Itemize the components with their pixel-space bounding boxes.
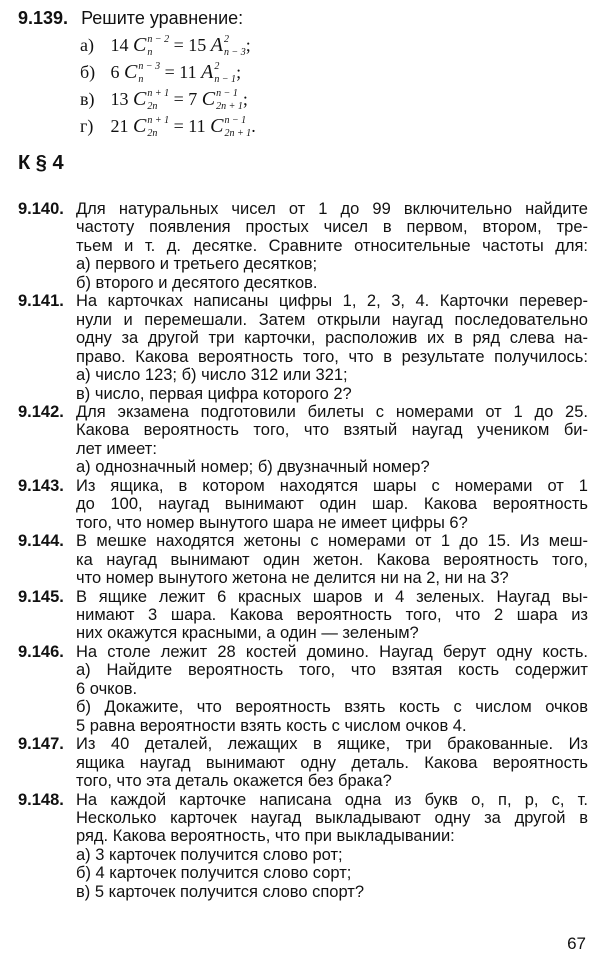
- text-line: 6 очков.: [76, 679, 138, 698]
- text-line: одну за другой три карточки, расположив их в ряд слева на-: [76, 329, 588, 348]
- text-line: нимают 3 шара. Какова вероятность того, что 2 шара из: [76, 605, 588, 624]
- superscript: n − 1: [224, 114, 247, 126]
- text-line: Из 40 деталей, лежащих в ящике, три бракованные. Из: [76, 735, 588, 754]
- text-line: в) 5 карточек получится слово спорт?: [76, 882, 365, 901]
- superscript: n − 1: [216, 87, 238, 99]
- problem-number: 9.142.: [18, 402, 64, 421]
- equation: в) 13 C n + 1 2n = 7 C n − 1 2n + 1 ;: [80, 87, 248, 112]
- problem-list: [18, 200, 588, 901]
- symbol: C: [133, 87, 147, 110]
- subscript: 2n: [147, 127, 158, 139]
- problem-number: 9.147.: [18, 735, 64, 754]
- problem-9-146: [18, 643, 588, 735]
- text-line: а) однозначный номер; б) двузначный номер?: [76, 458, 430, 477]
- equation-list: [80, 32, 256, 140]
- text-line: б) 4 карточек получится слово сорт;: [76, 864, 352, 883]
- problem-9-142: [18, 403, 588, 477]
- text-line: в) число, первая цифра которого 2?: [76, 384, 352, 403]
- equation: б) 6 C n − 3 n = 11 A 2 n − 1 ;: [80, 60, 242, 85]
- text-line: того, что номер вынутого шара не имеет цифры 6?: [76, 513, 468, 532]
- text-line: тьем и т. д. десятке. Сравните относительные частоты для:: [76, 236, 588, 255]
- subscript: 2n: [147, 100, 158, 112]
- symbol: C: [133, 114, 147, 137]
- text-line: до 100, наугад вынимают один шар. Какова вероятность: [76, 495, 588, 514]
- superscript: n − 2: [147, 33, 170, 45]
- coef: 11: [179, 61, 197, 82]
- superscript: n − 3: [138, 60, 161, 72]
- text-line: Для экзамена подготовили билеты с номерами от 1 до 25.: [76, 402, 588, 421]
- coef: 11: [188, 115, 206, 136]
- text-line: На столе лежит 28 костей домино. Наугад берут одну кость.: [76, 642, 588, 661]
- text-line: В ящике лежит 6 красных шаров и 4 зеленых. Наугад вы-: [76, 587, 588, 606]
- problem-9-141: [18, 292, 588, 403]
- superscript: n + 1: [147, 114, 170, 126]
- text-line: б) Докажите, что вероятность взять кость с числом очков: [76, 698, 588, 717]
- problem-9-145: [18, 588, 588, 643]
- section-heading: К § 4: [18, 152, 64, 174]
- equation-label: в): [80, 88, 95, 109]
- symbol: A: [210, 34, 223, 56]
- text-line: Какова вероятность того, что взятый наугад учеником би-: [76, 421, 588, 440]
- text-line: На каждой карточке написана одна из букв о, п, р, с, т.: [76, 790, 588, 809]
- subscript: 2n + 1: [224, 127, 252, 139]
- text-line: них окажутся красными, а один — зеленым?: [76, 624, 419, 643]
- text-line: а) первого и третьего десятков;: [76, 255, 318, 274]
- problem-9-139: [18, 8, 256, 140]
- problem-9-147: [18, 735, 588, 790]
- equation-label: б): [80, 61, 96, 82]
- text-line: б) второго и десятого десятков.: [76, 273, 318, 292]
- problem-number: 9.144.: [18, 532, 64, 551]
- superscript: 2: [214, 60, 220, 72]
- superscript: n + 1: [147, 87, 170, 99]
- text-line: а) Найдите вероятность того, что взятая кость содержит: [76, 661, 588, 680]
- problem-9-144: [18, 532, 588, 587]
- text-line: 5 равна вероятности взять кость с числом очков 4.: [76, 716, 467, 735]
- problem-number: 9.145.: [18, 587, 64, 606]
- page-number: 67: [567, 934, 586, 953]
- problem-9-148: [18, 791, 588, 902]
- symbol: C: [201, 87, 216, 110]
- text-line: ящика наугад вынимают одну деталь. Какова вероятность: [76, 753, 588, 772]
- problem-number: 9.143.: [18, 476, 64, 495]
- problem-9-140: [18, 200, 588, 292]
- symbol: C: [133, 34, 147, 56]
- text-line: В мешке находятся жетоны с номерами от 1 до 15. Из меш-: [76, 532, 588, 551]
- subscript: n: [147, 46, 153, 58]
- text-line: что номер вынутого жетона не делится ни на 2, ни на 3?: [76, 569, 509, 588]
- equation: г) 21 C n + 1 2n = 11 C n − 1 2n + 1 .: [80, 114, 256, 139]
- superscript: 2: [223, 33, 229, 45]
- text-line: а) число 123; б) число 312 или 321;: [76, 366, 348, 385]
- problem-number: 9.148.: [18, 790, 64, 809]
- coef: 15: [188, 35, 207, 55]
- subscript: 2n + 1: [216, 100, 243, 112]
- text-line: право. Какова вероятность того, что в результате получилось:: [76, 347, 588, 366]
- text-line: Из ящика, в котором находятся шары с номерами от 1: [76, 476, 588, 495]
- problem-number: 9.140.: [18, 200, 64, 218]
- problem-9-143: [18, 477, 588, 532]
- coef: 13: [110, 88, 129, 109]
- problem-number: 9.146.: [18, 642, 64, 661]
- text-line: ка наугад вынимают один жетон. Какова вероятность того,: [76, 550, 588, 569]
- coef: 7: [188, 88, 198, 109]
- text-line: лет имеет:: [76, 439, 157, 458]
- text-line: Для натуральных чисел от 1 до 99 включительно найдите: [76, 200, 588, 218]
- symbol: C: [210, 114, 224, 137]
- subscript: n − 1: [214, 73, 237, 85]
- symbol: C: [124, 60, 138, 83]
- coef: 21: [110, 115, 129, 136]
- problem-number: 9.139.: [18, 8, 69, 28]
- equation-label: а): [80, 35, 94, 55]
- equation: а) 14 C n − 2 n = 15 A 2 n − 3 ;: [80, 33, 251, 58]
- text-line: На карточках написаны цифры 1, 2, 3, 4. Карточки перевер-: [76, 292, 588, 311]
- problem-number: 9.141.: [18, 292, 64, 311]
- text-line: частоту появления простых чисел в первом, втором, тре-: [76, 218, 588, 237]
- text-line: а) 3 карточек получится слово рот;: [76, 845, 343, 864]
- coef: 6: [110, 61, 120, 82]
- text-line: Несколько карточек наугад выкладывают одну за другой в: [76, 808, 588, 827]
- text-line: того, что эта деталь окажется без брака?: [76, 772, 392, 791]
- text-line: ряд. Какова вероятность, что при выкладывании:: [76, 827, 455, 846]
- coef: 14: [110, 35, 129, 55]
- subscript: n: [138, 73, 144, 85]
- equation-label: г): [80, 115, 94, 136]
- symbol: A: [201, 60, 214, 83]
- text-line: нули и перемешали. Затем открыли наугад последовательно: [76, 310, 588, 329]
- problem-title: Решите уравнение:: [81, 8, 244, 28]
- subscript: n − 3: [223, 46, 246, 58]
